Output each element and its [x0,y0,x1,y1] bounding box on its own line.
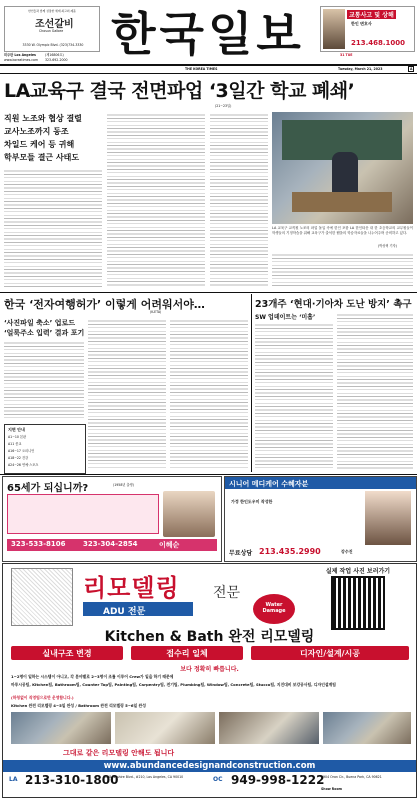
remodel-bullet-4: Kitchen 완전 리모델링 4~5일 완성 / Bathroom 완전 리모델링 5~6일 완성 [11,703,146,708]
remodel-bottom-text: 그대로 같은 리모델링 안해도 됩니다 [63,748,175,757]
page-guide-item: A11 종교 [8,442,22,446]
left-ad-address: 3330 W. Olympic Blvd. (323)734-3330 [22,43,84,47]
publication-name: THE KOREA TIMES [185,67,218,71]
remodel-website[interactable]: www.abundancedesignandconstruction.com [103,761,316,771]
qr-code[interactable] [331,576,385,630]
right-ad-phone: 213.468.1000 [351,39,406,47]
showroom-label: Show Room [321,787,342,791]
desk [292,192,392,212]
senior-medicare-ad[interactable] [224,476,417,562]
second-body-col2 [88,318,166,470]
newspaper-title: 한국일보 [111,7,305,61]
medicare-banner [7,494,159,534]
senior-phone[interactable]: 213.435.2990 [259,547,321,556]
remodel-ad[interactable] [2,563,417,798]
page-guide-item: A16~17 오피니언 [8,449,35,453]
oc-label: OC [213,776,223,783]
lead-body-col1 [4,168,102,288]
second-sub-2: ‘얼룩주소 입력’ 결과 포기 [4,329,85,337]
remodel-tag-1-label: 실내구조 변경 [42,649,92,658]
third-body-col1 [255,322,333,470]
second-body-col1 [4,340,84,420]
remodel-portrait [11,568,73,626]
remodel-tag-3-label: 디자인/설계/시공 [300,649,360,658]
edition-note: (제16806호) [45,53,64,57]
senior-title: 시니어 메디케어 수혜자분 [229,480,309,488]
remodel-photo-2 [115,712,215,744]
masthead [0,0,417,64]
main-phone: 323-692-2000 [45,58,68,62]
left-ad-sub: Chosun Galbee [39,29,64,33]
medicare-agent-name: 이혜순 [159,541,180,549]
remodel-line-1: 보다 정확히 빠릅니다. [180,666,239,673]
remodel-tag-2-label: 접수리 일체 [166,649,208,658]
edition: 미주판 Los Angeles [4,53,36,57]
lead-body-col3 [210,112,268,288]
lawyer-photo [323,9,345,49]
remodel-bullet-2: 마루시공팀, Kitchen팀, Bathroom팀, Counter Top팀, Painting팀, Carpentry팀, 전기팀, Plumbing팀, Window팀, Concrete팀, Stucco팀, 지진대비 보강공사팀, 디자인설계팀 [11,682,336,687]
remodel-adu: ADU 전문 [103,607,146,617]
water-damage-text: Water Damage [262,602,286,614]
page-guide-item: A18~22 건강 [8,456,29,460]
second-body-col3 [170,318,248,470]
page-guide-item: A1~10 본판 [8,435,27,439]
left-ad-brand: 조선갈비 [35,19,74,30]
website: www.koreatimes.com [4,58,39,62]
left-ad-tagline: 한인들과 함께 성장한 세계 최고의 제품 [28,9,76,13]
oc-phone[interactable]: 949-998-1222 [231,773,325,787]
page-guide-box [4,424,86,474]
page-guide-item: A24~26 연예·스포츠 [8,463,39,467]
third-sub: SW 업데이트는 ‘미흡’ [255,314,316,321]
oc-address: 6904 Oran Cir., Buena Park, CA 90621 [321,775,382,779]
medicare-agent-photo [163,491,215,537]
lead-subhead-3: 차일드 케어 등 귀해 [4,140,75,149]
lead-photo-caption: LA 교육구 교직원 노조의 파업 돌입 속에 한인 포함 LA 한인타운 내 한 초등학교의 교무원들이 학생들의 기정학습을 위해 교육구가 출석한 웹을의 학습자료들을 나누어주며 준비하고 있다. [272,226,413,235]
la-phone[interactable]: 213-310-1800 [25,773,119,787]
lead-body-col2 [107,112,205,288]
left-top-ad [4,6,100,52]
lead-body-col4 [272,252,413,288]
senior-agent-name: 강수진 [341,549,353,554]
section-letter: A [410,67,413,71]
lead-subhead-2: 교사노조까지 동조 [4,127,69,136]
third-headline[interactable]: 23개주 ‘현대·기아차 도난 방지’ 촉구 [255,299,412,310]
senior-agent-photo [365,491,411,545]
medicare-phone-2[interactable]: 323-304-2854 [83,540,138,548]
second-sub-1: ‘사진파일 축소’ 업로드 [4,319,76,327]
lead-page-ref: (21~23일) [215,104,232,108]
second-headline[interactable]: 한국 ‘전자여행허가’ 이렇게 어려워서야… [4,298,205,311]
remodel-script: 전문 [213,585,241,601]
date-bar [0,65,417,73]
page-guide-title: 지면 안내 [8,427,25,432]
medicare-phone-1[interactable]: 323-533-8106 [11,540,66,548]
issue-date: Tuesday, March 21, 2023 [338,67,383,71]
lead-subhead-1: 직원 노조와 협상 결렬 [4,114,82,123]
medicare-note: (1958년 출생) [113,483,134,487]
right-ad-title: 교통사고 및 상해 [349,12,394,19]
remodel-photo-4 [323,712,411,744]
medicare-title: 65세가 되십니까? [7,483,89,494]
senior-line: 가정 한인도우미 작성한 [231,499,273,504]
masthead-meta-right: 31 TUE [340,53,353,57]
third-body-col2 [337,312,413,470]
remodel-bullet-1: 1~2명이 일하는 시스템이 아니고, 각 분야별로 2~3명이 조를 이루어 Crew가 일을 하기 때문에 [11,674,174,679]
remodel-title: Kitchen & Bath 완전 리모델링 [104,629,315,645]
medicare-ad[interactable] [2,476,222,562]
remodel-bullet-3: (하청없이 직영팀으로만 운영합니다.) [11,695,74,700]
remodel-photo-label: 실제 작업 사진 보러가기 [325,568,391,575]
lead-headline[interactable]: LA교육구 결국 전면파업 ‘3일간 학교 폐쇄’ [4,80,355,102]
la-address: 3008 Wilshire Blvd., #210, Los Angeles, CA 90010 [103,775,184,779]
lead-photo[interactable] [272,112,413,224]
remodel-photo-1 [11,712,111,744]
lead-subhead-4: 학부모들 결근 사태도 [4,153,80,162]
lead-subheads [4,112,104,164]
remodel-logo: 리모델링 [83,574,180,602]
remodel-photo-3 [219,712,319,744]
la-label: LA [9,776,18,783]
right-top-ad [320,6,415,52]
lead-photo-credit: (박상혁 기자) [378,244,397,248]
second-tag: (K-ETA) [150,310,162,314]
right-ad-sub: 한인 변호사 [351,21,372,26]
senior-free: 무료상담 [229,550,253,557]
